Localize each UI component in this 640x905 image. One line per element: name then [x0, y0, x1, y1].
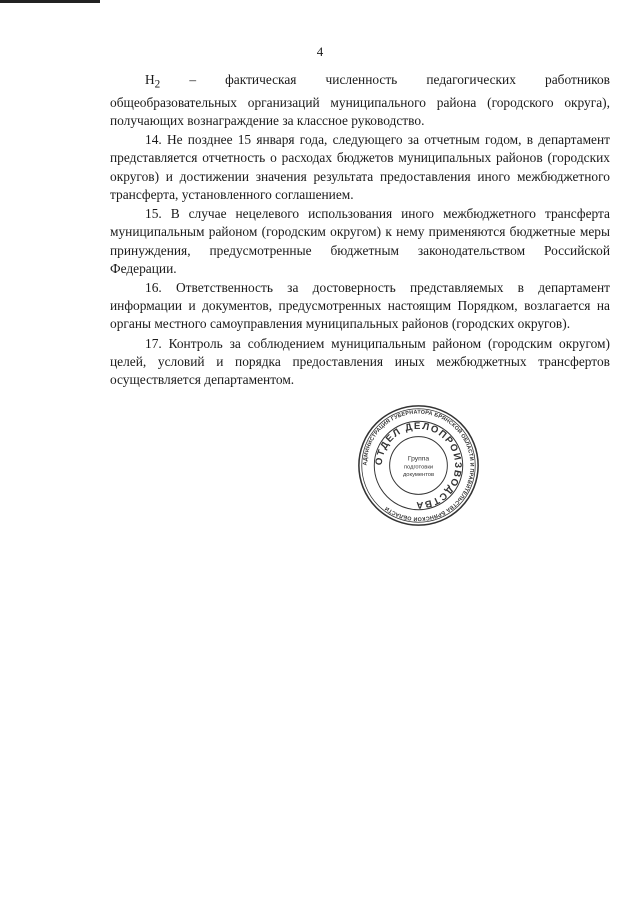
paragraph-17: 17. Контроль за соблюдением муниципальным районом (городским округом) целей, условий и порядка предоставления иных межбюджетных трансфертов осуществляется департаментом.: [110, 335, 610, 387]
top-rule: [0, 0, 100, 3]
paragraph-15: 15. В случае нецелевого использования иного межбюджетного трансферта муниципальным районом (городским округом) к нему применяются бюджетные меры принуждения, предусмотренные бюджетным законодательством Российской Федерации.: [110, 206, 610, 276]
variable-subscript: 2: [154, 78, 161, 91]
stamp-center-line-2: подготовки: [403, 464, 434, 471]
stamp-outer-ring-text: АДМИНИСТРАЦИЯ ГУБЕРНАТОРА БРЯНСКОЙ ОБЛАСТИ И ПРАВИТЕЛЬСТВА БРЯНСКОЙ ОБЛАСТИ: [362, 409, 475, 522]
paragraph-16: 16. Ответственность за достоверность представляемых в департамент информации и документов, предусмотренных настоящим Порядком, возлагается на органы местного самоуправления муниципальных районов (городских округов).: [110, 279, 610, 332]
stamp-center-line-3: документов: [402, 472, 435, 479]
variable-definition-text: – фактическая численность педагогических работников общеобразовательных организаций муниципального района (городского округа), получающих вознаграждение за классное руководство.: [110, 72, 610, 129]
paragraph-variable-definition: [110, 71, 610, 130]
official-stamp: [356, 403, 481, 528]
paragraph-14: 14. Не позднее 15 января года, следующего за отчетным годом, в департамент представляется отчетность о расходах бюджетов муниципальных районов (городских округов) и достижении значения результата предоставления иного межбюджетного трансферта, установленного соглашением.: [110, 132, 610, 202]
stamp-center-line-1: Группа: [407, 455, 430, 463]
variable-symbol: Н: [145, 72, 155, 87]
stamp-inner-ring-text: ОТДЕЛ ДЕЛОПРОИЗВОДСТВА: [373, 420, 464, 511]
page-number: 4: [316, 44, 324, 59]
document-body: [110, 71, 610, 390]
